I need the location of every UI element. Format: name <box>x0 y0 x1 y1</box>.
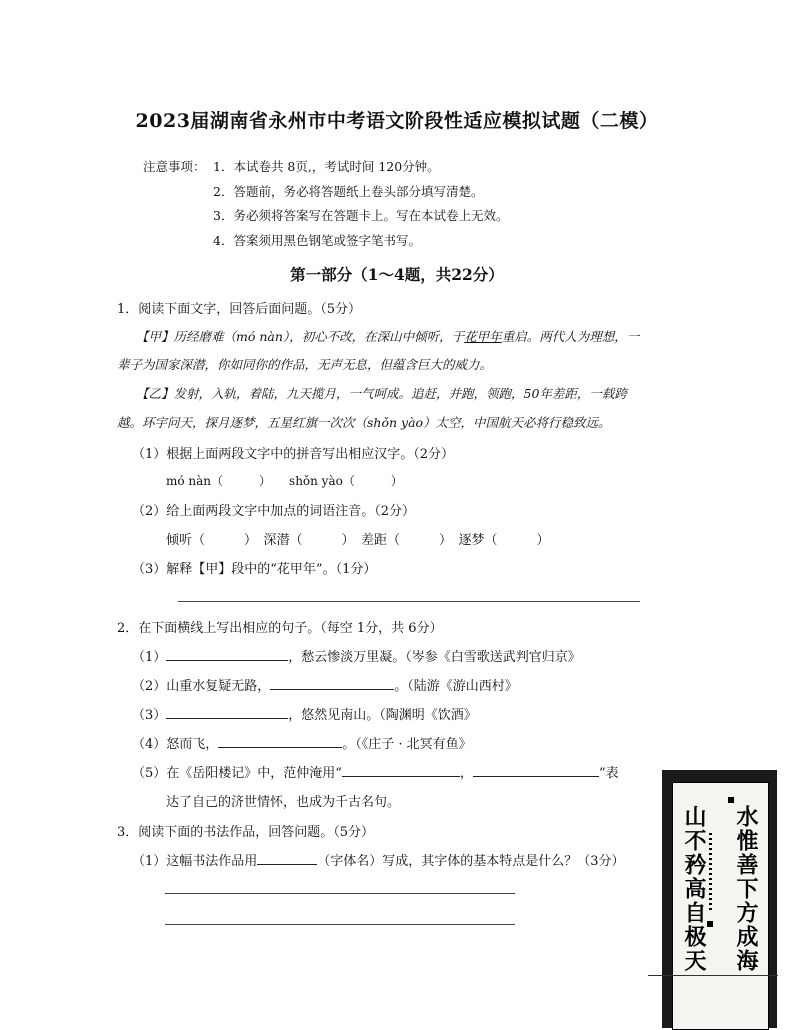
document-title: 2023届湖南省永州市中考语文阶段性适应模拟试题（二模） <box>135 110 659 132</box>
q1-sub1: （1）根据上面两段文字中的拼音写出相应汉字。（2分） <box>132 447 455 462</box>
calligraphy-column-left: 山不矜高自极天 <box>681 805 707 973</box>
calligraphy-paper <box>672 782 769 1030</box>
q2-stem: 2．在下面横线上写出相应的句子。（每空 1分，共 6分） <box>117 621 443 636</box>
q2-3-prefix: （3） <box>132 708 167 723</box>
q1-passage-yi-line2: 越。环宇问天，探月逐梦，五星红旗一次次（shǒn yào）太空，中国航天必将行稳致远。 <box>117 415 611 430</box>
note-item-1: 1．本试卷共 8页,，考试时间 120分钟。 <box>213 159 440 174</box>
q1-sub2: （2）给上面两段文字中加点的词语注音。（2分） <box>132 504 416 519</box>
q2-line-4 <box>132 733 472 752</box>
q1-jia-text-b: 重启。两代人为理想，一 <box>501 329 640 344</box>
q2-3-blank[interactable] <box>166 704 288 719</box>
q2-line-5 <box>132 762 619 781</box>
q1-passage-yi-line1: 【乙】发射，入轨，着陆，九天揽月，一气呵成。追赶，并跑，领跑，50年差距，一载跨 <box>136 386 627 401</box>
q2-line-5-continued: 达了自己的济世情怀，也成为千古名句。 <box>166 795 401 810</box>
q2-line-3 <box>132 704 477 723</box>
section-title: 第一部分（1～4题，共22分） <box>290 265 504 284</box>
q2-5-prefix: （5）在《岳阳楼记》中，范仲淹用“ <box>132 766 342 781</box>
notes-label: 注意事项： <box>143 159 206 174</box>
q2-4-prefix: （4）怒而飞， <box>132 737 219 752</box>
q3-sub1-prefix: （1）这幅书法作品用 <box>132 854 258 869</box>
q2-5-suffix: ”表 <box>598 766 619 781</box>
q3-stem: 3．阅读下面的书法作品，回答问题。（5分） <box>117 825 375 840</box>
seal-stamp-top <box>728 797 734 803</box>
note-item-3: 3．务必须将答案写在答题卡上。写在本试卷上无效。 <box>213 208 509 223</box>
q2-4-suffix: 。（《庄子 · 北冥有鱼》 <box>342 737 472 752</box>
q1-sub3: （3）解释【甲】段中的“花甲年”。（1分） <box>132 562 377 577</box>
q3-answer-line-1[interactable] <box>165 893 515 894</box>
q2-1-prefix: （1） <box>132 650 167 665</box>
note-item-2: 2．答题前，务必将答题纸上卷头部分填写清楚。 <box>213 184 484 199</box>
q2-5-blank-b[interactable] <box>473 762 599 777</box>
calligraphy-column-right: 水惟善下方成海 <box>733 805 759 973</box>
q2-line-1 <box>132 646 581 665</box>
q1-sub2-answer: 倾听（ ） 深潜（ ） 差距（ ） 逐梦（ ） <box>166 533 550 548</box>
q2-2-suffix: 。（陆游《游山西村》 <box>394 679 518 694</box>
scroll-crease-line <box>648 975 778 976</box>
q2-5-blank-a[interactable] <box>342 762 460 777</box>
q3-sub1 <box>132 850 625 869</box>
q3-answer-line-2[interactable] <box>165 924 515 925</box>
q1-jia-text-a: 【甲】历经磨难（mó nàn），初心不改，在深山中倾听，于 <box>136 329 465 344</box>
q2-3-suffix: ，悠然见南山。（陶渊明《饮酒》 <box>288 708 477 723</box>
q1-answer-line[interactable] <box>178 601 640 602</box>
q1-passage-jia-line1 <box>136 327 639 345</box>
seal-stamp-bottom <box>707 921 713 927</box>
q2-line-2 <box>132 675 518 694</box>
q1-stem: 1．阅读下面文字，回答后面问题。（5分） <box>117 302 362 317</box>
q3-sub1-suffix: （字体名）写成，其字体的基本特点是什么？（3分） <box>317 854 625 869</box>
note-item-4: 4．答案须用黑色钢笔或签字笔书写。 <box>213 233 421 248</box>
q1-jia-underlined: 花甲年 <box>464 329 502 344</box>
q2-2-blank[interactable] <box>270 675 394 690</box>
inscription-small-text <box>709 833 712 913</box>
calligraphy-scroll <box>662 770 777 1028</box>
q2-4-blank[interactable] <box>218 733 342 748</box>
q2-1-blank[interactable] <box>166 646 288 661</box>
q2-5-comma: ， <box>459 766 473 781</box>
q1-sub1-answer: mó nàn（ ） shǒn yào（ ） <box>166 474 403 488</box>
q1-passage-jia-line2: 辈子为国家深潜，你如同你的作品，无声无息，但蕴含巨大的威力。 <box>117 357 493 372</box>
q3-font-blank[interactable] <box>257 850 317 865</box>
q2-2-prefix: （2）山重水复疑无路， <box>132 679 271 694</box>
q2-1-suffix: ，愁云惨淡万里凝。（岑参《白雪歌送武判官归京》 <box>288 650 581 665</box>
